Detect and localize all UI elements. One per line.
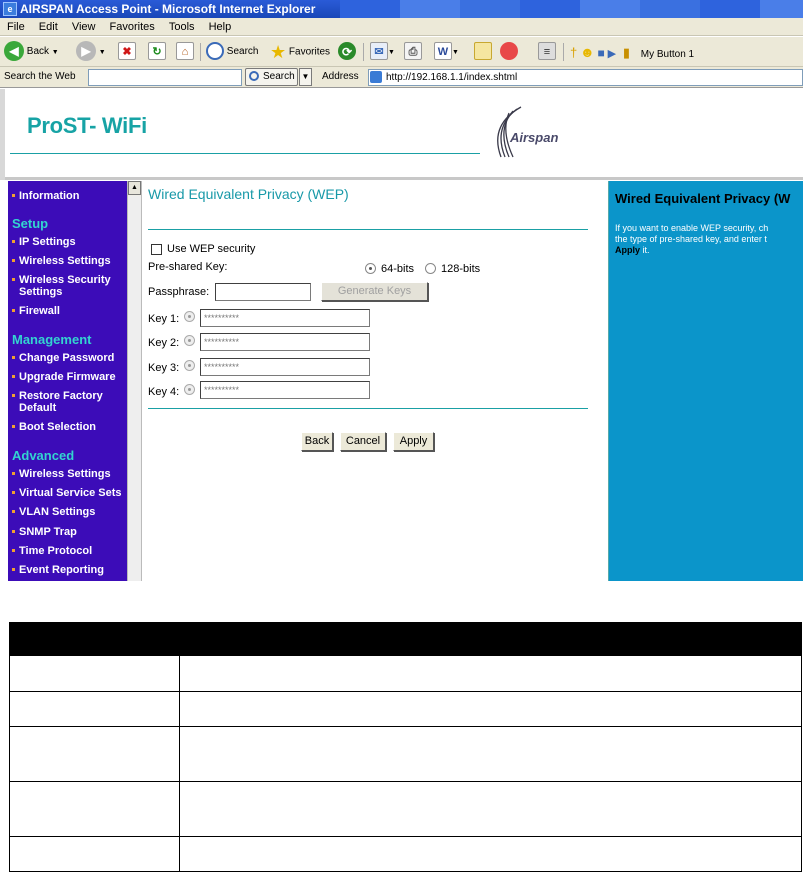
smiley-icon[interactable]: ☻ <box>580 44 595 60</box>
window-title: AIRSPAN Access Point - Microsoft Internet Explorer <box>20 2 316 16</box>
menu-tools[interactable]: Tools <box>168 21 195 33</box>
key3-input[interactable]: ********** <box>200 358 370 376</box>
field-description-table <box>9 622 802 872</box>
back-arrow-icon: ◀ <box>4 41 24 61</box>
page-header <box>0 89 803 180</box>
menu-view[interactable]: View <box>71 21 96 33</box>
table-row <box>10 782 802 837</box>
toolbar <box>0 37 803 67</box>
use-wep-label: Use WEP security <box>167 243 256 255</box>
preshared-key-label: Pre-shared Key: <box>148 261 228 273</box>
menu-favorites[interactable]: Favorites <box>109 21 155 33</box>
help-panel <box>608 181 803 581</box>
search-web-label: Search the Web <box>4 71 76 82</box>
search-toolbar-button[interactable]: Search <box>206 41 258 63</box>
key1-radio[interactable] <box>184 311 195 322</box>
generate-keys-button[interactable]: Generate Keys <box>321 282 428 301</box>
menu-edit[interactable]: Edit <box>38 21 58 33</box>
sidebar-item-wireless-settings[interactable]: Wireless Settings <box>12 255 111 267</box>
cancel-button[interactable]: Cancel <box>340 432 386 451</box>
radio-64-bits[interactable] <box>365 263 376 274</box>
scroll-up-icon[interactable]: ▲ <box>128 181 141 195</box>
sidebar-item-snmp-trap[interactable]: SNMP Trap <box>12 526 77 538</box>
page-title: Wired Equivalent Privacy (WEP) <box>148 186 349 202</box>
use-wep-checkbox[interactable] <box>151 244 162 255</box>
sidebar-item-event-reporting[interactable]: Event Reporting <box>12 564 104 576</box>
home-icon: ⌂ <box>176 42 194 60</box>
help-text: If you want to enable WEP security, ch the type of pre-shared key, and enter t Apply it. <box>615 223 769 255</box>
star-icon: ★ <box>270 42 287 62</box>
sidebar-heading-setup: Setup <box>12 216 49 231</box>
back-form-button[interactable]: Back <box>301 432 333 451</box>
monitor-icon[interactable]: ■ <box>597 46 605 60</box>
history-button[interactable] <box>338 41 356 63</box>
sidebar-item-firewall[interactable]: Firewall <box>12 305 60 317</box>
key3-label: Key 3: <box>148 362 180 374</box>
brand-logo: ProST- WiFi <box>27 113 147 138</box>
stop-button[interactable] <box>118 41 136 63</box>
research-icon: ≡ <box>538 42 556 60</box>
forward-button[interactable]: ▶ ▼ <box>76 41 106 63</box>
url-field[interactable] <box>368 69 803 86</box>
folder-icon <box>474 42 492 60</box>
key1-input[interactable]: ********** <box>200 309 370 327</box>
label-64-bits: 64-bits <box>381 263 415 275</box>
key4-radio[interactable] <box>184 384 195 395</box>
history-icon: ⟳ <box>338 42 356 60</box>
sidebar-item-ip-settings[interactable]: IP Settings <box>12 236 76 248</box>
sidebar-item-vlan-settings[interactable]: VLAN Settings <box>12 506 95 518</box>
key2-label: Key 2: <box>148 337 180 349</box>
sidebar-item-change-password[interactable]: Change Password <box>12 352 114 364</box>
sidebar-item-wireless-security-settings[interactable]: Wireless Security Settings <box>12 274 124 298</box>
sidebar-item-information[interactable]: Information <box>12 190 80 202</box>
forward-arrow-icon: ▶ <box>76 41 96 61</box>
help-title: Wired Equivalent Privacy (W <box>615 191 791 206</box>
table-row <box>10 727 802 782</box>
sidebar-item-virtual-service-sets[interactable]: Virtual Service Sets <box>12 487 122 499</box>
page-icon <box>370 71 382 83</box>
sidebar-heading-management: Management <box>12 332 92 347</box>
sidebar-item-upgrade-firmware[interactable]: Upgrade Firmware <box>12 371 116 383</box>
sidebar-heading-advanced: Advanced <box>12 448 75 463</box>
back-button[interactable]: ◀ Back ▼ <box>4 41 59 63</box>
research-button[interactable] <box>538 41 556 63</box>
ie-app-icon: e <box>3 2 17 16</box>
label-128-bits: 128-bits <box>441 263 481 275</box>
stop-icon: ✖ <box>118 42 136 60</box>
wep-form <box>143 181 608 581</box>
my-button[interactable]: My Button 1 <box>640 49 695 60</box>
apply-button[interactable]: Apply <box>393 432 434 451</box>
sidebar-scrollbar[interactable] <box>127 181 142 581</box>
search-icon <box>206 42 224 60</box>
printer-icon: ⎙ <box>404 42 422 60</box>
table-row <box>10 692 802 727</box>
key2-input[interactable]: ********** <box>200 333 370 351</box>
search-dropdown-button[interactable]: ▼ <box>299 68 312 86</box>
search-web-button[interactable]: Search <box>245 68 298 86</box>
passphrase-label: Passphrase: <box>148 286 210 298</box>
sidebar-item-boot-selection[interactable]: Boot Selection <box>12 421 96 433</box>
mail-button[interactable]: ✉ ▼ <box>370 41 395 63</box>
home-button[interactable] <box>176 41 194 63</box>
refresh-button[interactable] <box>148 41 166 63</box>
key3-radio[interactable] <box>184 360 195 371</box>
sidebar-item-adv-wireless-settings[interactable]: Wireless Settings <box>12 468 111 480</box>
key2-radio[interactable] <box>184 335 195 346</box>
bulb-icon[interactable]: † <box>570 45 578 60</box>
menu-file[interactable]: File <box>7 21 25 33</box>
mail-icon: ✉ <box>370 42 388 60</box>
passphrase-input[interactable] <box>215 283 311 301</box>
favorites-button[interactable]: ★ Favorites <box>270 42 331 62</box>
address-label: Address <box>322 71 359 82</box>
sidebar-item-time-protocol[interactable]: Time Protocol <box>12 545 92 557</box>
search-web-input[interactable] <box>88 69 242 86</box>
key4-input[interactable]: ********** <box>200 381 370 399</box>
refresh-icon: ↻ <box>148 42 166 60</box>
radio-128-bits[interactable] <box>425 263 436 274</box>
magnifier-icon <box>249 71 259 81</box>
messenger-button[interactable] <box>500 41 518 63</box>
edit-button[interactable]: W ▼ <box>434 41 459 63</box>
airspan-logo-text: Airspan <box>510 130 559 145</box>
key4-label: Key 4: <box>148 386 180 398</box>
table-row <box>10 837 802 872</box>
key1-label: Key 1: <box>148 313 180 325</box>
extra-tools <box>570 41 694 63</box>
play-icon[interactable]: ▶ <box>607 48 617 60</box>
word-icon: W <box>434 42 452 60</box>
sidebar-nav <box>8 181 127 581</box>
menu-bar <box>0 18 803 36</box>
table-header-row <box>10 623 802 656</box>
menu-help[interactable]: Help <box>208 21 232 33</box>
note-icon[interactable]: ▮ <box>622 45 630 60</box>
window-titlebar <box>0 0 803 18</box>
sidebar-item-restore-factory-default[interactable]: Restore Factory Default <box>12 390 124 414</box>
messenger-icon <box>500 42 518 60</box>
discuss-button[interactable] <box>474 41 492 63</box>
address-bar <box>0 67 803 88</box>
print-button[interactable] <box>404 41 422 63</box>
table-row <box>10 656 802 692</box>
